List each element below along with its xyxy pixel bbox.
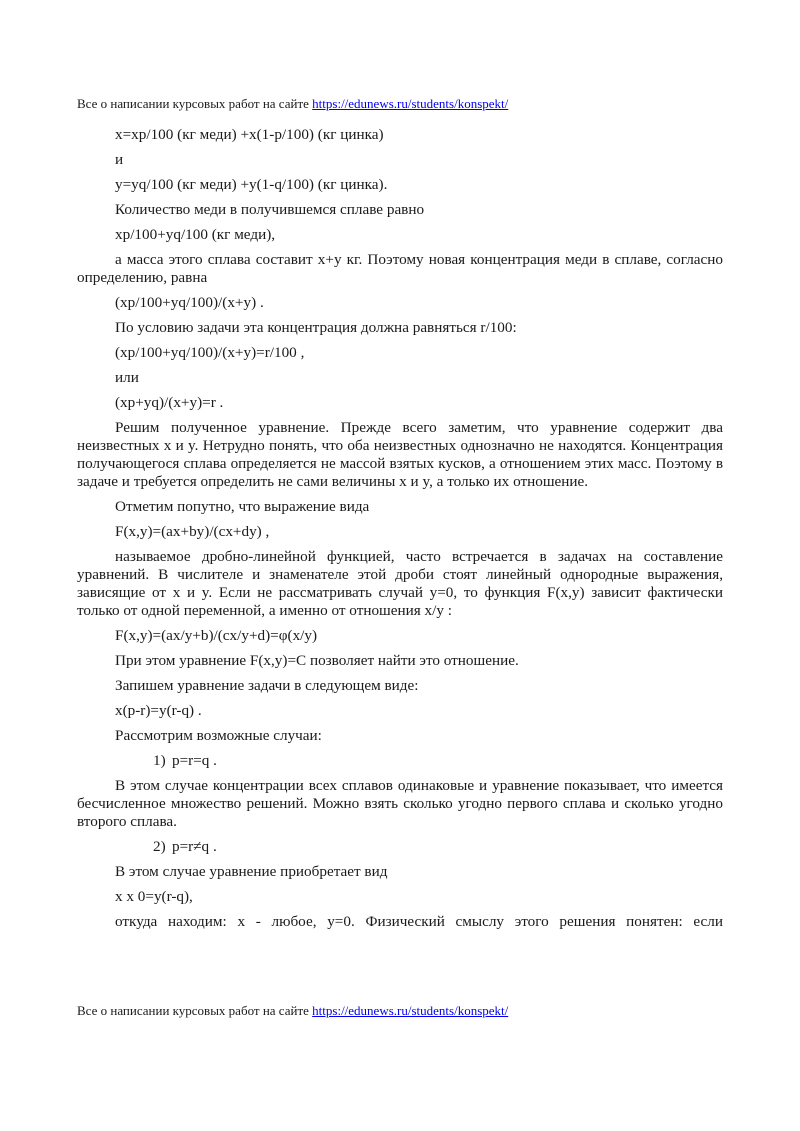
formula-line: F(x,y)=(ax+by)/(cx+dy) , <box>115 523 270 540</box>
document-body <box>77 126 723 931</box>
paragraph: Решим полученное уравнение. Прежде всего заметим, что уравнение содержит два неизвестных x и y. Нетрудно понять, что оба неизвестных однозначно не находятся. Концентрация получающегося сплава определяется не массой взятых кусков, а отношением этих масс. Поэтому в задаче и требуется определить не сами величины x и y, а только их отношение. <box>77 419 723 490</box>
formula-line: (xp/100+yq/100)/(x+y) . <box>115 294 264 311</box>
formula-line: y=yq/100 (кг меди) +y(1-q/100) (кг цинка). <box>115 176 388 193</box>
paragraph: а масса этого сплава составит x+y кг. Поэтому новая концентрация меди в сплаве, согласно определению, равна <box>77 251 723 286</box>
case-formula: p=r≠q . <box>172 838 217 855</box>
case-item <box>77 752 723 770</box>
case-formula: p=r=q . <box>172 752 217 769</box>
text-line: В этом случае уравнение приобретает вид <box>115 863 388 880</box>
paragraph: называемое дробно-линейной функцией, часто встречается в задачах на составление уравнений. В числителе и знаменателе этой дроби стоят линейный однородные выражения, зависящие от x и y. Если не рассматривать случай y=0, то функция F(x,y) зависит фактически только от одной переменной, а именно от отношения x/y : <box>77 548 723 619</box>
footer-text: Все о написании курсовых работ на сайте <box>77 1003 313 1018</box>
footer-link[interactable]: https://edunews.ru/students/konspekt/ <box>312 1003 509 1018</box>
text-line: или <box>115 369 139 386</box>
header-text: Все о написании курсовых работ на сайте <box>77 96 313 111</box>
text-line: Рассмотрим возможные случаи: <box>115 727 322 744</box>
page-footer <box>77 1003 508 1019</box>
text-line: и <box>115 151 124 168</box>
case-number: 2) <box>153 838 166 855</box>
paragraph: откуда находим: x - любое, y=0. Физический смыслу этого решения понятен: если <box>115 913 723 930</box>
text-line: При этом уравнение F(x,y)=C позволяет найти это отношение. <box>115 652 519 669</box>
formula-line: x=xp/100 (кг меди) +x(1-p/100) (кг цинка) <box>115 126 384 143</box>
text-line: Запишем уравнение задачи в следующем виде: <box>115 677 419 694</box>
paragraph: В этом случае концентрации всех сплавов одинаковые и уравнение показывает, что имеется бесчисленное множество решений. Можно взять сколько угодно первого сплава и сколько угодно второго сплава. <box>77 777 723 830</box>
case-item <box>77 838 723 856</box>
text-line: Отметим попутно, что выражение вида <box>115 498 370 515</box>
page-header <box>77 96 508 112</box>
formula-line: x(p-r)=y(r-q) . <box>115 702 202 719</box>
formula-line: xp/100+yq/100 (кг меди), <box>115 226 276 243</box>
text-line: По условию задачи эта концентрация должна равняться r/100: <box>115 319 517 336</box>
formula-line: x x 0=y(r-q), <box>115 888 193 905</box>
formula-line: (xp/100+yq/100)/(x+y)=r/100 , <box>115 344 305 361</box>
header-link[interactable]: https://edunews.ru/students/konspekt/ <box>312 96 509 111</box>
case-number: 1) <box>153 752 166 769</box>
text-line: Количество меди в получившемся сплаве равно <box>115 201 425 218</box>
formula-line: (xp+yq)/(x+y)=r . <box>115 394 224 411</box>
formula-line: F(x,y)=(ax/y+b)/(cx/y+d)=φ(x/y) <box>115 627 318 644</box>
